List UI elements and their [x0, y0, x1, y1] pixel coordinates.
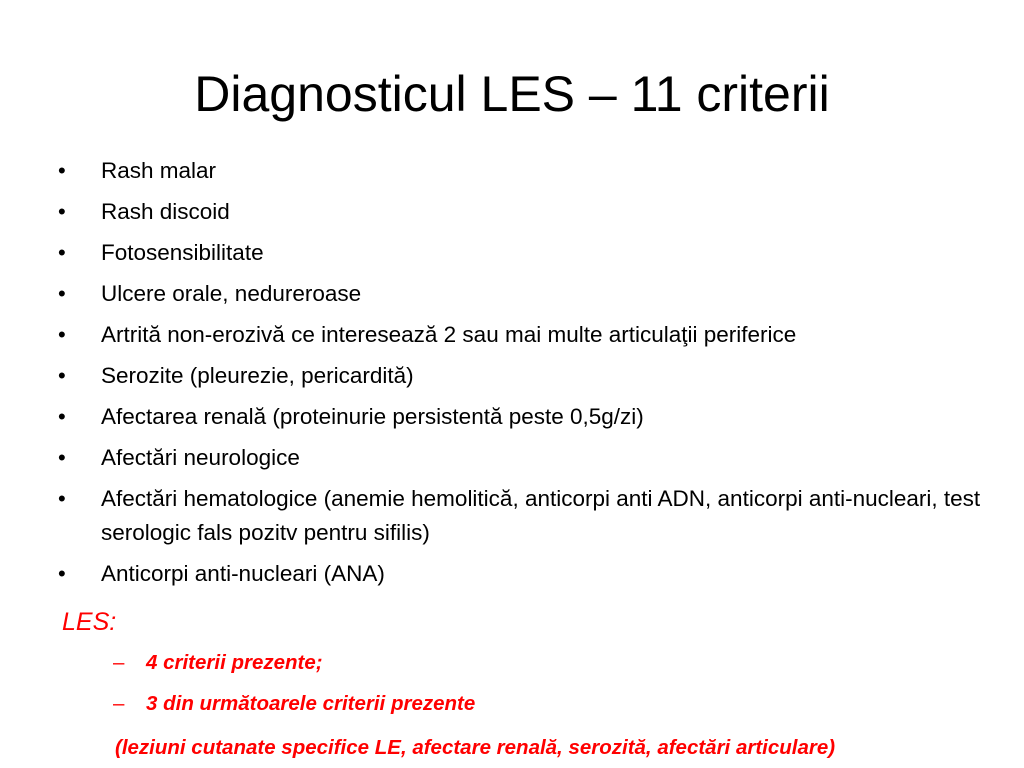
les-conditions-list: [113, 648, 993, 730]
criteria-text: Anticorpi anti-nucleari (ANA): [101, 561, 385, 586]
criteria-text: Afectarea renală (proteinurie persistentă peste 0,5g/zi): [101, 404, 644, 429]
bullet-icon: •: [58, 404, 66, 429]
bullet-icon: •: [58, 322, 66, 347]
bullet-icon: •: [58, 199, 66, 224]
criteria-text: Fotosensibilitate: [101, 240, 264, 265]
criteria-item: [58, 441, 998, 475]
criteria-item: [58, 195, 998, 229]
criteria-text: Rash malar: [101, 158, 217, 183]
bullet-icon: •: [58, 445, 66, 470]
criteria-item: [58, 318, 998, 352]
criteria-text: Rash discoid: [101, 199, 230, 224]
criteria-item: [58, 400, 998, 434]
bullet-icon: •: [58, 486, 66, 511]
criteria-text: Afectări hematologice (anemie hemolitică, anticorpi anti ADN, anticorpi anti-nucleari, test serologic fals pozitv pentru sifilis): [101, 486, 981, 545]
criteria-text: Artrită non-erozivă ce interesează 2 sau mai multe articulaţii periferice: [101, 322, 797, 347]
dash-icon: –: [113, 651, 125, 674]
criteria-item: [58, 277, 998, 311]
criteria-item: [58, 359, 998, 393]
criteria-item: [58, 482, 998, 550]
criteria-text: Afectări neurologice: [101, 445, 300, 470]
bullet-icon: •: [58, 240, 66, 265]
bullet-icon: •: [58, 561, 66, 586]
slide-title: Diagnosticul LES – 11 criterii: [194, 66, 830, 122]
bullet-icon: •: [58, 363, 66, 388]
les-heading: LES:: [62, 608, 117, 636]
les-condition-item: [113, 689, 993, 719]
les-criteria-note: (leziuni cutanate specifice LE, afectare renală, serozită, afectări articulare): [115, 736, 836, 759]
criteria-item: [58, 154, 998, 188]
criteria-item: [58, 236, 998, 270]
les-condition-text: 4 criterii prezente;: [146, 651, 323, 674]
dash-icon: –: [113, 692, 125, 715]
criteria-text: Ulcere orale, nedureroase: [101, 281, 362, 306]
bullet-icon: •: [58, 158, 66, 183]
les-condition-text: 3 din următoarele criterii prezente: [146, 692, 476, 715]
bullet-icon: •: [58, 281, 66, 306]
les-condition-item: [113, 648, 993, 678]
criteria-item: [58, 557, 998, 591]
criteria-text: Serozite (pleurezie, pericardită): [101, 363, 414, 388]
criteria-list: [58, 154, 998, 598]
